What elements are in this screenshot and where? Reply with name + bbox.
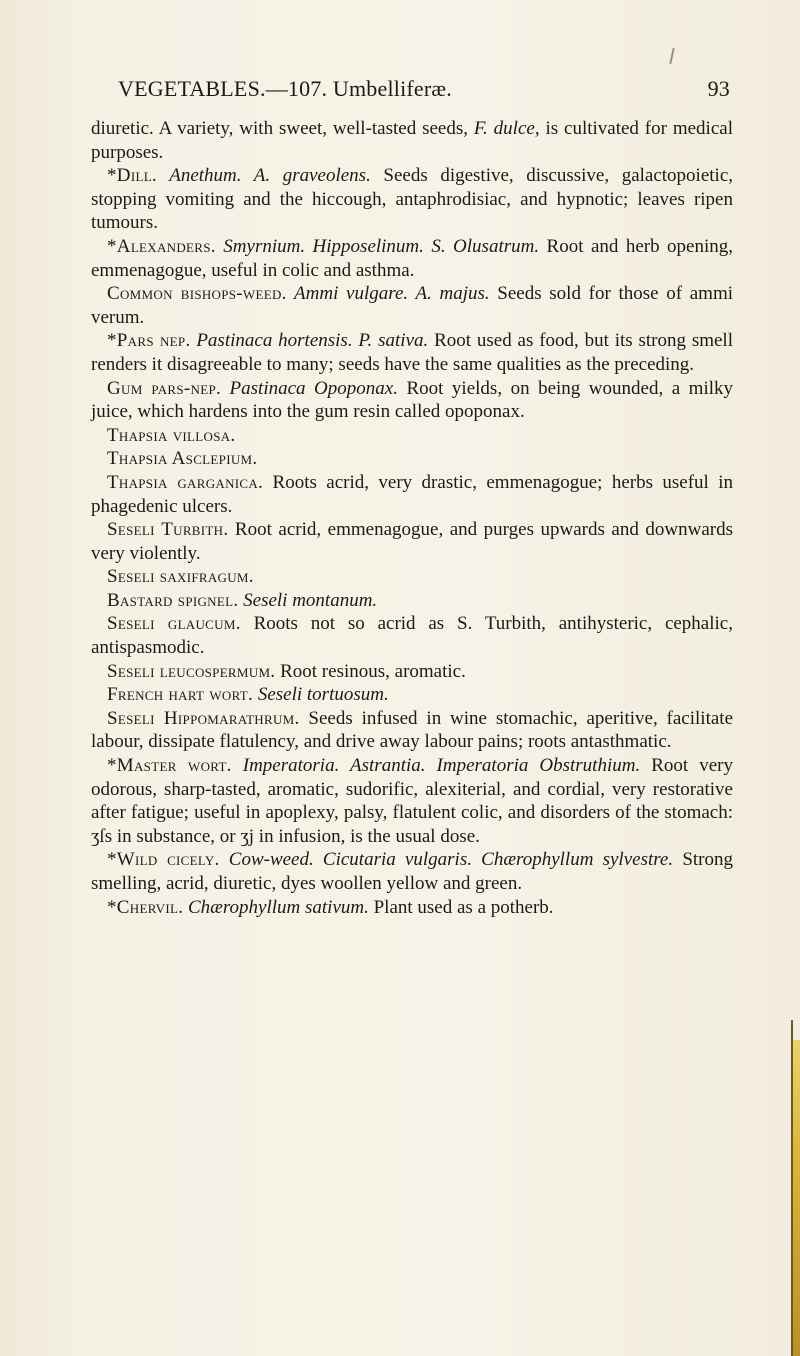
entry-alexanders: *Alexanders. Smyrnium. Hipposelinum. S. Olusatrum. Root and herb opening, emmenagogue, useful in colic and asthma. xyxy=(91,235,733,281)
margin-mark xyxy=(669,48,674,64)
entry-continuation: diuretic. A variety, with sweet, well-tasted seeds, F. dulce, is cultivated for medical purposes. xyxy=(91,118,733,163)
page-body xyxy=(91,117,733,919)
entry-pars-nep: *Pars nep. Pastinaca hortensis. P. sativa. Root used as food, but its strong smell renders it disagreeable to many; seeds have the same qualities as the preceding. xyxy=(91,330,733,375)
running-header xyxy=(118,76,730,106)
entry-gum-pars-nep: Gum pars-nep. Pastinaca Opoponax. Root yields, on being wounded, a milky juice, which hardens into the gum resin called opoponax. xyxy=(91,377,733,423)
entry-seseli-hippomarathrum: Seseli Hippomarathrum. Seeds infused in wine stomachic, aperitive, facilitate labour, dissipate flatulency, and drive away labour pains; roots antasthmatic. xyxy=(91,707,733,753)
entry-seseli-turbith: Seseli Turbith. Root acrid, emmenagogue, and purges upwards and downwards very violently. xyxy=(91,519,733,564)
entry-seseli-glaucum: Seseli glaucum. Roots not so acrid as S. Turbith, antihysteric, cephalic, antispasmodic. xyxy=(91,613,733,659)
entry-seseli-saxifragum: Seseli saxifragum. xyxy=(107,566,254,588)
page-edge-gilt xyxy=(793,1040,800,1356)
page-number: 93 xyxy=(707,76,730,101)
header-title: VEGETABLES.—107. Umbelliferæ. xyxy=(118,76,452,101)
entry-bastard-spignel: Bastard spignel. Seseli montanum. xyxy=(107,589,378,611)
entry-thapsia-garganica: Thapsia garganica. Roots acrid, very drastic, emmenagogue; herbs useful in phagedenic ulcers. xyxy=(91,471,733,517)
entry-french-hart-wort: French hart wort. Seseli tortuosum. xyxy=(107,684,389,706)
entry-dill: *Dill. Anethum. A. graveolens. Seeds digestive, discussive, galactopoietic, stopping vomiting and the hiccough, antaphrodisiac, and hypnotic; leaves ripen tumours. xyxy=(91,165,734,234)
entry-chervil: *Chervil. Chærophyllum sativum. Plant used as a potherb. xyxy=(107,896,554,918)
entry-bishops-weed: Common bishops-weed. Ammi vulgare. A. majus. Seeds sold for those of ammi verum. xyxy=(91,283,733,328)
entry-master-wort: *Master wort. Imperatoria. Astrantia. Imperatoria Obstruthium. Root very odorous, sharp-tasted, aromatic, sudorific, alexiterial, and cordial, very restorative after fatigue; useful in apoplexy, palsy, flatulent colic, and disorders of the stomach: ʒſs in substance, or ʒj in infusion, is the usual dose. xyxy=(91,755,733,847)
entry-seseli-leucospermum: Seseli leucospermum. Root resinous, aromatic. xyxy=(107,660,466,682)
entry-wild-cicely: *Wild cicely. Cow-weed. Cicutaria vulgaris. Chærophyllum sylvestre. Strong smelling, acrid, diuretic, dyes woollen yellow and green. xyxy=(91,849,733,894)
entry-thapsia-asclepium: Thapsia Asclepium. xyxy=(107,448,258,470)
entry-thapsia-villosa: Thapsia villosa. xyxy=(107,424,236,446)
